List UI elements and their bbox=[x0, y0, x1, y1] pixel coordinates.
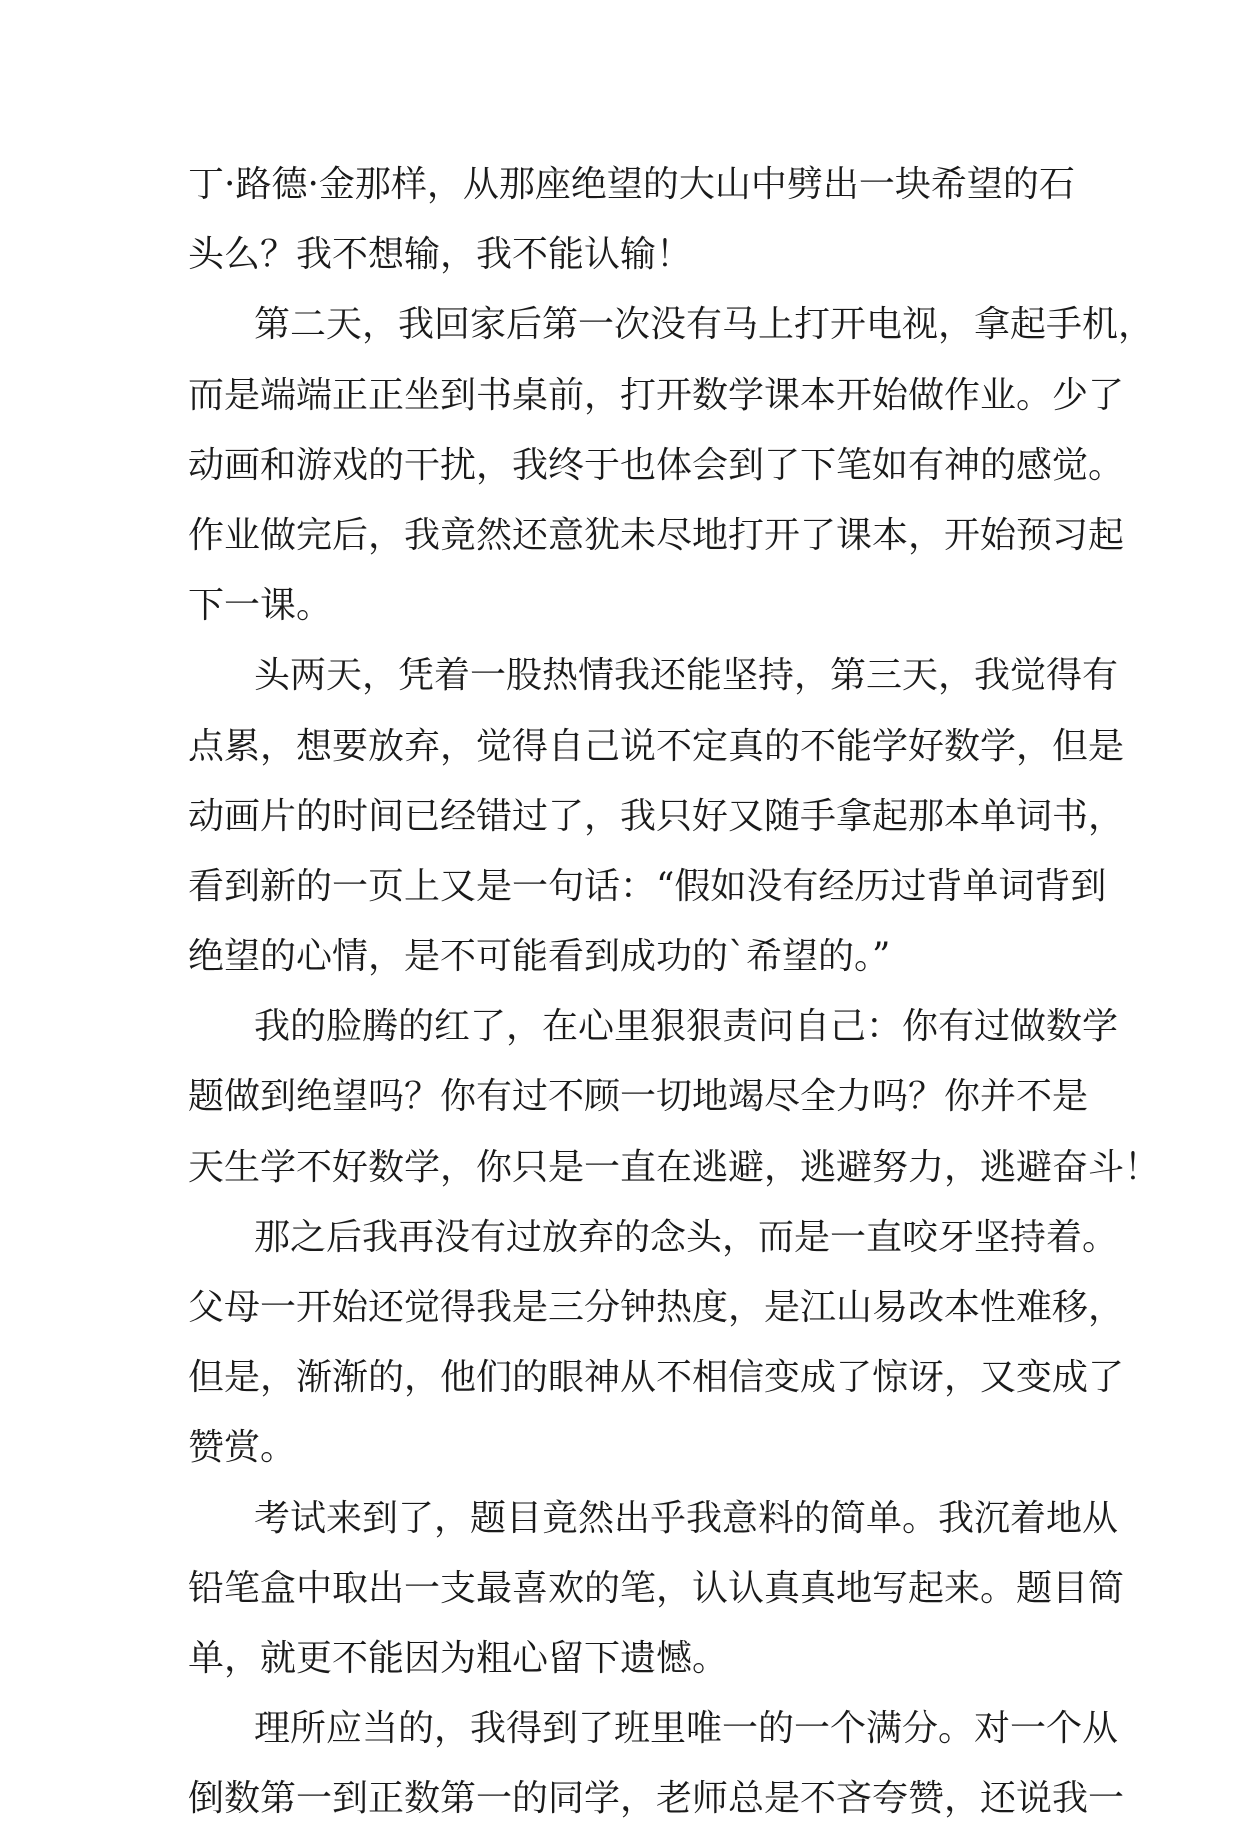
text-line: 赞赏。 bbox=[188, 1427, 297, 1469]
text-line: 但是，渐渐的，他们的眼神从不相信变成了惊讶，又变成了 bbox=[188, 1357, 1125, 1399]
text-line: 那之后我再没有过放弃的念头，而是一直咬牙坚持着。 bbox=[254, 1216, 1119, 1258]
text-line: 父母一开始还觉得我是三分钟热度，是江山易改本性难移， bbox=[188, 1287, 1125, 1328]
text-line: 动画片的时间已经错过了，我只好又随手拿起那本单词书， bbox=[188, 795, 1125, 837]
text-line: 题做到绝望吗？你有过不顾一切地竭尽全力吗？你并不是 bbox=[188, 1076, 1089, 1118]
document-body bbox=[188, 150, 1161, 1835]
text-line: 单，就更不能因为粗心留下遗憾。 bbox=[188, 1637, 729, 1679]
text-line: 看到新的一页上又是一句话：“假如没有经历过背单词背到 bbox=[188, 865, 1107, 907]
text-line: 理所应当的，我得到了班里唯一的一个满分。对一个从 bbox=[254, 1708, 1119, 1750]
text-line: 考试来到了，题目竟然出乎我意料的简单。我沉着地从 bbox=[254, 1497, 1119, 1539]
text-line: 绝望的心情，是不可能看到成功的`希望的。” bbox=[188, 936, 891, 978]
text-line: 丁·路德·金那样，从那座绝望的大山中劈出一块希望的石 bbox=[188, 164, 1075, 205]
text-line: 头两天，凭着一股热情我还能坚持，第三天，我觉得有 bbox=[254, 655, 1119, 697]
text-line: 我的脸腾的红了，在心里狠狠责问自己：你有过做数学 bbox=[254, 1006, 1119, 1048]
text-line: 倒数第一到正数第一的同学，老师总是不吝夸赞，还说我一 bbox=[188, 1778, 1125, 1820]
text-line: 点累，想要放弃，觉得自己说不定真的不能学好数学，但是 bbox=[188, 725, 1125, 767]
text-line: 作业做完后，我竟然还意犹未尽地打开了课本，开始预习起 bbox=[188, 514, 1125, 556]
text-line: 铅笔盒中取出一支最喜欢的笔，认认真真地写起来。题目简 bbox=[188, 1567, 1125, 1609]
text-line: 第二天，我回家后第一次没有马上打开电视，拿起手机， bbox=[254, 304, 1155, 346]
text-line: 头么？我不想输，我不能认输！ bbox=[188, 234, 693, 276]
text-line: 而是端端正正坐到书桌前，打开数学课本开始做作业。少了 bbox=[188, 374, 1125, 416]
text-line: 下一课。 bbox=[188, 585, 333, 627]
text-line: 动画和游戏的干扰，我终于也体会到了下笔如有神的感觉。 bbox=[188, 444, 1125, 486]
text-line: 天生学不好数学，你只是一直在逃避，逃避努力，逃避奋斗！ bbox=[188, 1146, 1161, 1188]
